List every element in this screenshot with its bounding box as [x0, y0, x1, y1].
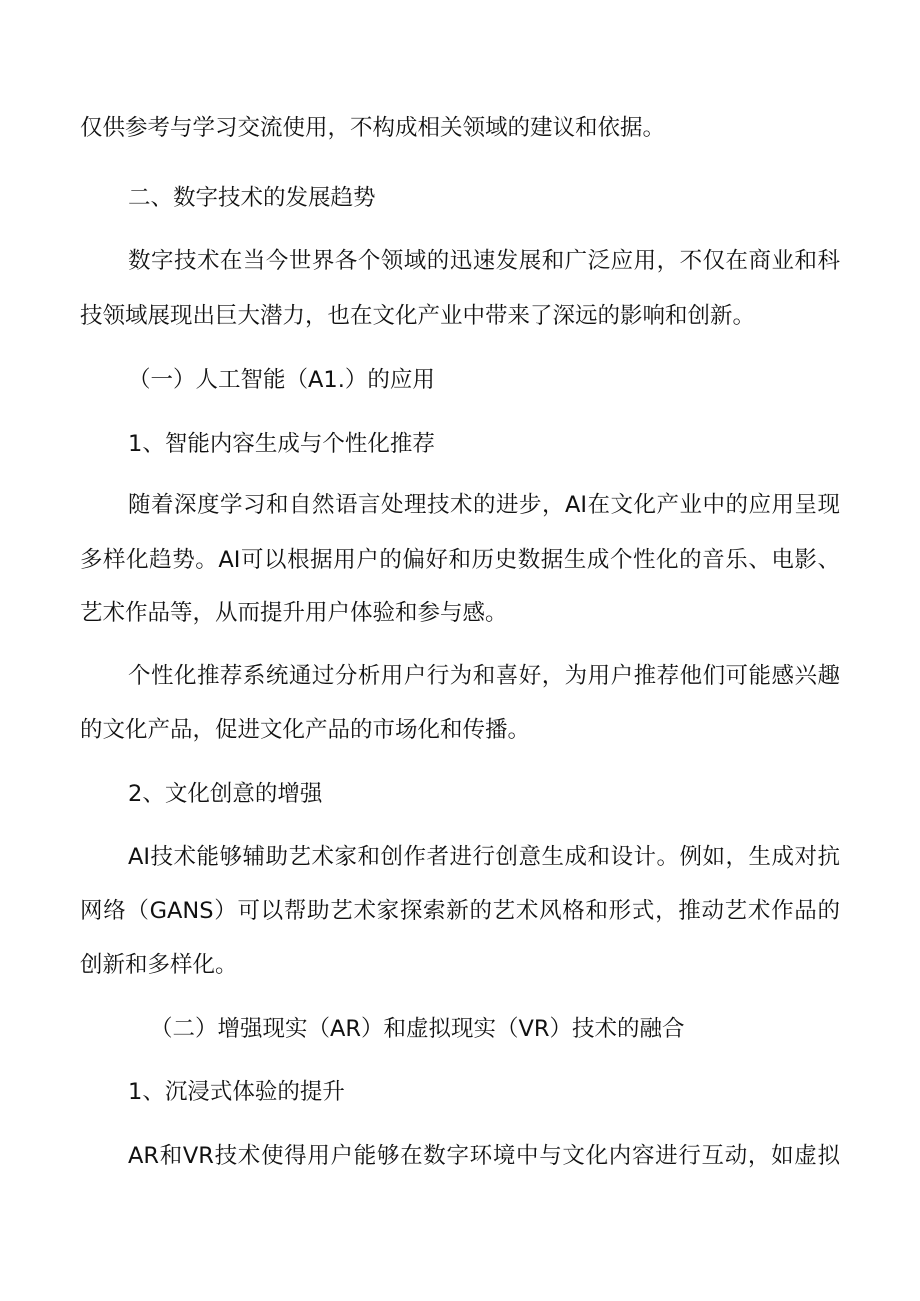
paragraph-line: 艺术作品等，从而提升用户体验和参与感。: [80, 600, 508, 626]
paragraph-line: 的文化产品，促进文化产品的市场化和传播。: [80, 717, 531, 743]
text-line-continuation: 仅供参考与学习交流使用，不构成相关领域的建议和依据。: [80, 115, 666, 141]
paragraph-line: 随着深度学习和自然语言处理技术的进步，AI在文化产业中的应用呈现: [128, 492, 840, 518]
subsection-heading: （二）增强现实（AR）和虚拟现实（VR）技术的融合: [150, 1016, 685, 1042]
paragraph-line: AR和VR技术使得用户能够在数字环境中与文化内容进行互动，如虚拟: [128, 1143, 840, 1169]
paragraph-line: 数字技术在当今世界各个领域的迅速发展和广泛应用，不仅在商业和科: [128, 248, 840, 274]
item-heading: 1、智能内容生成与个性化推荐: [128, 431, 435, 457]
paragraph-line: 网络（GANS）可以帮助艺术家探索新的艺术风格和形式，推动艺术作品的: [80, 898, 840, 924]
item-heading: 2、文化创意的增强: [128, 781, 323, 807]
item-heading: 1、沉浸式体验的提升: [128, 1079, 345, 1105]
paragraph-line: 技领域展现出巨大潜力，也在文化产业中带来了深远的影响和创新。: [80, 303, 756, 329]
paragraph-line: 多样化趋势。AI可以根据用户的偏好和历史数据生成个性化的音乐、电影、: [80, 547, 840, 573]
section-heading: 二、数字技术的发展趋势: [128, 185, 376, 211]
paragraph-line: 个性化推荐系统通过分析用户行为和喜好，为用户推荐他们可能感兴趣: [128, 663, 840, 689]
paragraph-line: 创新和多样化。: [80, 952, 238, 978]
subsection-heading: （一）人工智能（A1.）的应用: [128, 367, 435, 393]
paragraph-line: AI技术能够辅助艺术家和创作者进行创意生成和设计。例如，生成对抗: [128, 844, 840, 870]
